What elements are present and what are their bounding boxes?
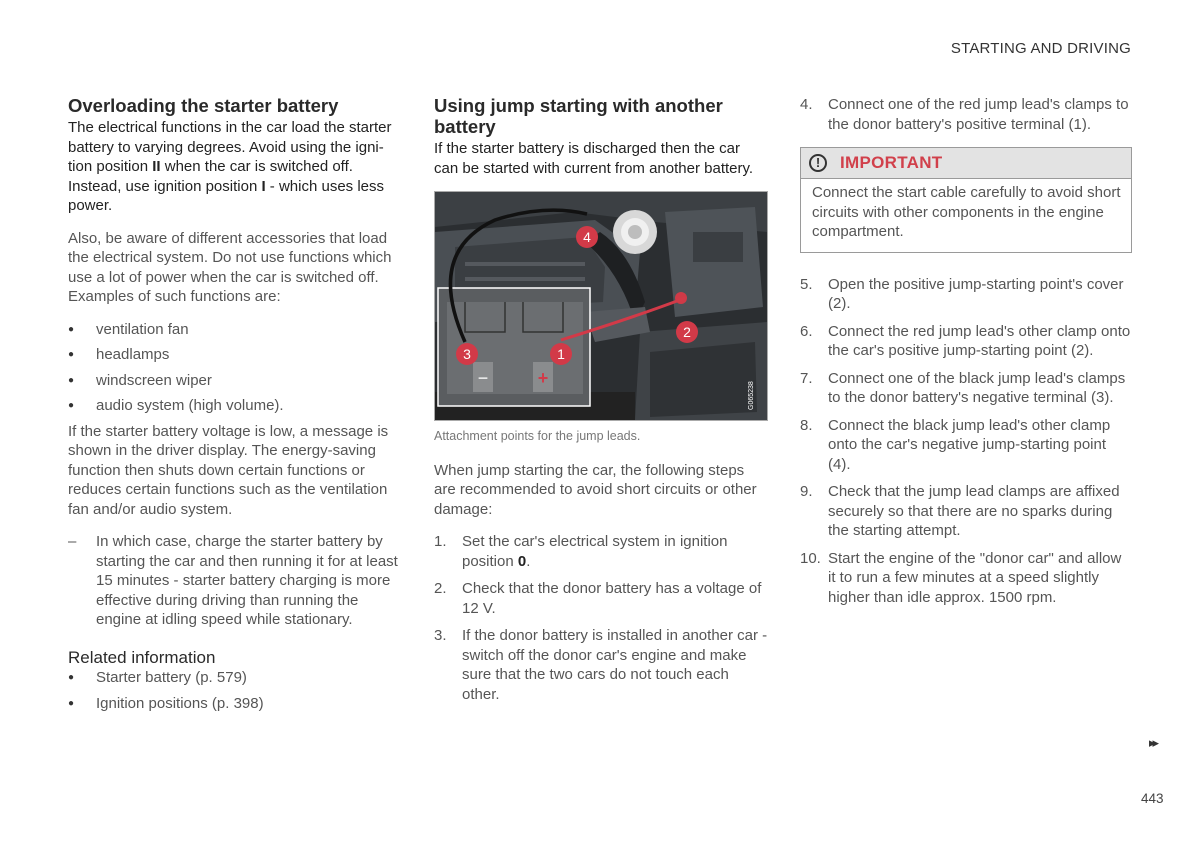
list-item: 8. Connect the black jump lead's other clamp onto the car's negative jump-starting point (4). bbox=[800, 416, 1111, 473]
steps-list-b bbox=[800, 95, 1132, 134]
figure-caption: Attachment points for the jump leads. bbox=[434, 429, 641, 443]
svg-text:3: 3 bbox=[463, 346, 471, 362]
related-link-ignition-positions[interactable]: ● Ignition positions (p. 398) bbox=[68, 694, 403, 714]
steps-intro: When jump starting the car, the following steps are recommended to avoid short circuits or other damage: bbox=[434, 461, 757, 518]
list-item: 6. Connect the red jump lead's other clamp onto the car's positive jump-starting point (2). bbox=[800, 322, 1131, 359]
list-item: ● ventilation fan bbox=[68, 320, 403, 340]
important-header bbox=[801, 148, 1131, 179]
right-column bbox=[800, 95, 1132, 615]
list-item: 10. Start the engine of the "donor car" and allow it to run a few minutes at a speed slightly higher than idle approx. 1500 rpm. bbox=[800, 549, 1122, 606]
list-item: ● windscreen wiper bbox=[68, 371, 403, 391]
list-item: ● audio system (high volume). bbox=[68, 396, 403, 416]
list-item: 7. Connect one of the black jump lead's clamps to the donor battery's negative terminal (3). bbox=[800, 369, 1126, 406]
jump-intro: If the starter battery is discharged then the car can be started with current from another battery. bbox=[434, 140, 754, 177]
important-title: IMPORTANT bbox=[840, 153, 943, 173]
important-box bbox=[800, 147, 1132, 253]
callout-4 bbox=[576, 226, 598, 248]
svg-text:4: 4 bbox=[583, 229, 591, 245]
figure-code: G065238 bbox=[748, 381, 755, 410]
callout-1 bbox=[550, 343, 572, 365]
callout-2 bbox=[676, 321, 698, 343]
callout-3 bbox=[456, 343, 478, 365]
list-item: 1. Set the car's electrical system in ignition position 0. bbox=[434, 533, 728, 570]
page-number: 443 bbox=[1141, 791, 1164, 806]
list-item: 9. Check that the jump lead clamps are affixed securely so that there are no sparks during the starting attempt. bbox=[800, 483, 1120, 539]
section-header: STARTING AND DRIVING bbox=[950, 40, 1131, 57]
list-item: 3. If the donor battery is installed in another car - switch off the donor car's engine and make sure that the two cars do not touch each other. bbox=[434, 627, 768, 703]
svg-text:2: 2 bbox=[683, 324, 691, 340]
list-item: ● headlamps bbox=[68, 345, 403, 365]
middle-column bbox=[434, 95, 768, 712]
minus-sign: − bbox=[477, 368, 489, 388]
intro-paragraph: The electrical functions in the car load the starter battery to varying degrees. Avoid using the igni-tion position II when the car is switched off. Instead, use ignition position I - which uses less power. bbox=[68, 119, 392, 214]
important-text: Connect the start cable carefully to avoid short circuits with other components in the engine compartment. bbox=[812, 184, 1121, 240]
list-item: 5. Open the positive jump-starting point's cover (2). bbox=[800, 275, 1124, 312]
related-link-starter-battery[interactable]: ● Starter battery (p. 579) bbox=[68, 668, 403, 688]
dash-symbol: – bbox=[68, 533, 77, 550]
function-list bbox=[68, 320, 403, 416]
low-voltage-paragraph: If the starter battery voltage is low, a message is shown in the driver display. The energy-saving function then shuts down certain functions or reduces certain functions such as the ventilation fan and/or audio system. bbox=[68, 422, 389, 518]
ignition-position-i: I bbox=[261, 177, 266, 195]
next-page-icon[interactable]: ▸▸ bbox=[1149, 735, 1157, 750]
left-column bbox=[68, 95, 403, 719]
related-information-heading: Related information bbox=[68, 647, 216, 667]
list-item: 2. Check that the donor battery has a voltage of 12 V. bbox=[434, 580, 762, 617]
list-item: 4. Connect one of the red jump lead's clamps to the donor battery's positive terminal (1). bbox=[800, 96, 1129, 133]
ignition-position-ii: II bbox=[152, 158, 161, 175]
section-title-overloading: Overloading the starter battery bbox=[68, 95, 339, 116]
steps-list-a bbox=[434, 532, 768, 704]
warning-icon: ! bbox=[809, 154, 827, 172]
steps-list-c bbox=[800, 275, 1132, 608]
dash-instruction: – In which case, charge the starter battery by starting the car and then running it for at least 15 minutes - starter battery charging is more effective during driving than running the engine at idling speed while stationary. bbox=[68, 533, 398, 628]
plus-sign: + bbox=[537, 368, 549, 388]
engine-bay-illustration bbox=[434, 191, 768, 421]
related-links bbox=[68, 668, 403, 713]
svg-text:1: 1 bbox=[557, 346, 565, 362]
section-title-jump-starting: Using jump starting with another battery bbox=[434, 95, 723, 137]
accessories-paragraph: Also, be aware of different accessories that load the electrical system. Do not use functions which use a lot of power when the car is switched off. Examples of such functions are: bbox=[68, 229, 392, 305]
